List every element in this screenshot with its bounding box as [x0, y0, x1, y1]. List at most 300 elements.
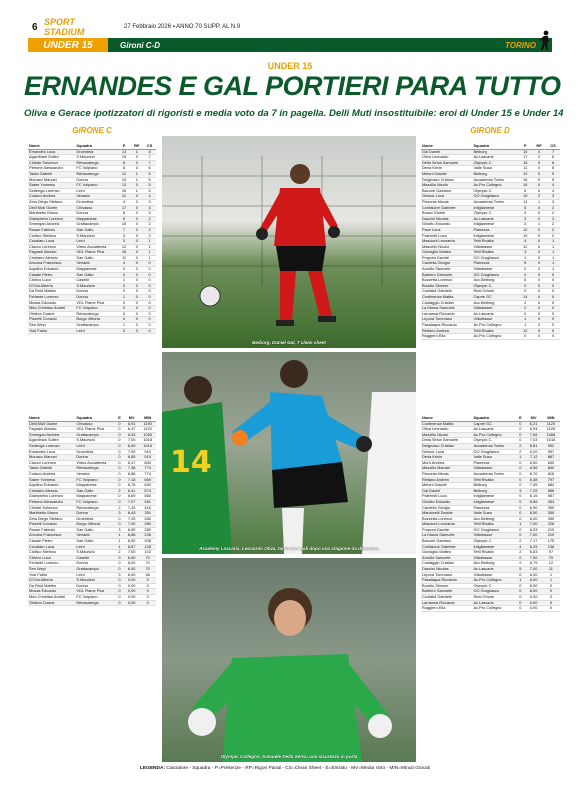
table-cell: Rebaudengo: [75, 466, 115, 472]
table-cell: 7,43: [124, 505, 139, 511]
table-cell: 0: [130, 295, 143, 301]
table-cell: 0: [532, 188, 546, 194]
table-cell: 128: [139, 544, 156, 550]
table-cell: 2: [518, 300, 532, 306]
table-cell: 0: [115, 483, 124, 489]
table-cell: 0: [532, 306, 546, 312]
table-cell: Ac.Lascaris: [472, 216, 518, 222]
table-cell: 15: [118, 155, 131, 161]
table-cell: Grattacampo: [75, 222, 117, 228]
table-cell: 0: [130, 199, 143, 205]
table-row: [28, 160, 156, 166]
table-cell: 0: [532, 283, 546, 289]
table-cell: 7,38: [124, 466, 139, 472]
table-row: [28, 227, 156, 233]
table-cell: FC Volpiano: [75, 595, 115, 601]
table-cell: 70: [139, 561, 156, 567]
table-cell: 6,43: [124, 511, 139, 517]
table-cell: 12: [118, 171, 131, 177]
table-cell: 1: [143, 239, 156, 245]
table-cell: 6,67: [124, 544, 139, 550]
table-cell: 350: [542, 516, 560, 522]
table-cell: Reitano Andrea: [421, 477, 472, 483]
table-cell: Gessor Luca: [421, 194, 472, 200]
table-cell: Contaldi Gabriele: [421, 595, 472, 601]
table-cell: 1: [143, 250, 156, 256]
table-row: [421, 311, 560, 317]
table-cell: 0: [143, 267, 156, 273]
table-cell: GO Grugliasco: [472, 272, 518, 278]
column-header: MV: [525, 416, 542, 421]
table-cell: D'Orsi Alberto: [28, 283, 75, 289]
photo-2-caption: Academy Lascaris, Leonardo Oliva, tanto tra i pali dopo una stagione da difensore: [199, 546, 379, 551]
table-cell: Zeta Diego Stefano: [28, 199, 75, 205]
column-header: E: [115, 416, 124, 421]
table-cell: Ac.Pro Collegno: [472, 323, 518, 329]
table-row: [28, 272, 156, 278]
table-cell: 0: [532, 160, 546, 166]
girone-c-title: GIRONE C: [72, 126, 112, 135]
table-cell: Olympic C.: [472, 188, 518, 194]
table-cell: 0: [130, 233, 143, 239]
table-cell: 2: [546, 227, 560, 233]
table-cell: Continenza Mattia: [421, 295, 472, 301]
table-cell: 0: [115, 583, 124, 589]
table-cell: 12: [518, 244, 532, 250]
table-cell: 1: [546, 239, 560, 245]
table-cell: Ac.Pro Collegno: [472, 578, 515, 584]
table-cell: Mappanese: [75, 494, 115, 500]
table-cell: 0: [143, 328, 156, 334]
table-cell: Derla Kevin: [421, 455, 472, 461]
table-row: [421, 323, 560, 329]
table-cell: 0: [130, 328, 143, 334]
table-cell: 0: [115, 432, 124, 438]
table-cell: Casale Pietro: [28, 272, 75, 278]
table-cell: 7,18: [124, 477, 139, 483]
table-cell: Villarbasse: [472, 317, 518, 323]
table-cell: 0: [139, 600, 156, 606]
table-row: [421, 267, 560, 273]
table-cell: 6: [143, 171, 156, 177]
table-cell: 2: [115, 505, 124, 511]
table-cell: D'Orsi Alberto: [28, 578, 75, 584]
table-cell: Virtus Accademia: [75, 244, 117, 250]
table-row: [28, 222, 156, 228]
table-cell: Agavilhani Sollen: [28, 155, 75, 161]
table-cell: VDL Flame Plus: [75, 589, 115, 595]
table-cell: 3: [118, 328, 131, 334]
table-cell: 0: [516, 600, 526, 606]
table-cell: 0: [532, 183, 546, 189]
table-cell: Tetti Rivalta: [472, 550, 515, 556]
table-cell: 0: [516, 494, 526, 500]
table-cell: 7,45: [525, 483, 542, 489]
table-cell: 10: [518, 171, 532, 177]
table-cell: 1: [532, 222, 546, 228]
table-cell: 70: [542, 555, 560, 561]
table-cell: Amolfo Samuele: [421, 555, 472, 561]
table-cell: 1120: [139, 427, 156, 433]
table-cell: 0: [130, 183, 143, 189]
page-number: 6: [32, 21, 38, 33]
table-cell: Venaria: [75, 261, 117, 267]
table-cell: Rosan Fabrizio: [28, 527, 75, 533]
table-cell: Mantovelli Davide: [421, 511, 472, 517]
table-cell: 0: [542, 600, 560, 606]
table-cell: Colacci Andrea: [28, 194, 75, 200]
table-cell: 6,81: [525, 443, 542, 449]
table-cell: Mascioni Leonardo: [421, 522, 472, 528]
table-cell: Rebaudengo: [75, 311, 117, 317]
table-cell: 3: [546, 194, 560, 200]
table-cell: 6,78: [124, 483, 139, 489]
table-cell: Bozzetta Lorenzo: [421, 278, 472, 284]
table-cell: 0: [139, 589, 156, 595]
table-cell: San Gallo: [75, 488, 115, 494]
table-cell: Civitico Stefano: [28, 233, 75, 239]
table-cell: 774: [139, 466, 156, 472]
table-cell: 0: [516, 432, 526, 438]
table-cell: 586: [542, 488, 560, 494]
table-row: [421, 211, 560, 217]
table-cell: S.Maurizio: [75, 438, 115, 444]
table-cell: Dorina: [75, 295, 117, 301]
table-cell: 6,50: [124, 567, 139, 573]
table-row: [421, 295, 560, 301]
table-cell: 0: [130, 267, 143, 273]
table-cell: FC Volpiano: [75, 499, 115, 505]
table-cell: 1: [118, 295, 131, 301]
table-cell: 138: [542, 544, 560, 550]
table-cell: 867: [542, 455, 560, 461]
table-cell: 7,00: [124, 449, 139, 455]
table-cell: Intigliamese: [472, 222, 518, 228]
table-cell: 0: [546, 328, 560, 334]
table-cell: Barbero Samuele: [421, 589, 472, 595]
table-row: [28, 233, 156, 239]
table-cell: 454: [542, 499, 560, 505]
table-cell: Delgrosso Cristian: [421, 177, 472, 183]
table-cell: 0: [130, 323, 143, 329]
table-cell: Brustio Simone: [421, 283, 472, 289]
table-cell: Della Selva Samuele: [421, 438, 472, 444]
article-kicker: UNDER 15: [267, 61, 313, 71]
table-row: [28, 155, 156, 161]
table-cell: Purpura Davide: [421, 255, 472, 261]
table-row: [28, 328, 156, 334]
table-cell: 0: [516, 460, 526, 466]
table-cell: 0: [130, 211, 143, 217]
table-cell: 5: [143, 183, 156, 189]
table-cell: 7,00: [124, 438, 139, 444]
table-cell: 7: [143, 160, 156, 166]
table-cell: 3: [518, 216, 532, 222]
table-cell: 12: [118, 194, 131, 200]
table-cell: Caprie GC: [472, 295, 518, 301]
table-cell: 2: [143, 227, 156, 233]
column-header: Nome: [421, 144, 472, 149]
table-cell: 3: [143, 205, 156, 211]
column-header: MV: [124, 416, 139, 421]
table-cell: Zeta Diego Stefano: [28, 516, 75, 522]
table-cell: 6: [546, 166, 560, 172]
table-cell: Villarbasse: [472, 306, 518, 312]
table-cell: 0,00: [525, 595, 542, 601]
table-cell: 910: [139, 455, 156, 461]
table-cell: Venaria: [75, 194, 117, 200]
table-cell: 0: [118, 283, 131, 289]
table-cell: 0: [542, 583, 560, 589]
table-cell: Rebaudengo: [75, 505, 115, 511]
table-cell: Rebaudengo: [75, 600, 115, 606]
table-cell: 1016: [139, 443, 156, 449]
table-cell: GO Grugliasco: [472, 527, 515, 533]
table-cell: 8: [143, 149, 156, 155]
table-row: [28, 244, 156, 250]
table-cell: Dorina: [75, 211, 117, 217]
table-cell: 4: [516, 544, 526, 550]
table-cell: 4: [143, 194, 156, 200]
table-cell: 0: [532, 300, 546, 306]
table-cell: 6,41: [124, 488, 139, 494]
table-cell: 5: [516, 567, 526, 573]
table-cell: GO Grugliasco: [472, 449, 515, 455]
table-cell: 6: [518, 188, 532, 194]
table-cell: Olympic C.: [472, 283, 518, 289]
table-cell: 0: [532, 289, 546, 295]
issue-date: 27 Febbraio 2026 ▪ ANNO 70 SUPP. AL N.9: [124, 24, 241, 30]
table-cell: Rosan Fabrizio: [28, 227, 75, 233]
table-cell: Civitico Stefano: [28, 550, 75, 556]
column-header: Squadra: [472, 144, 518, 149]
table-cell: 5: [518, 278, 532, 284]
table-cell: Ac.Lascaris: [472, 311, 518, 317]
table-cell: 2: [532, 155, 546, 161]
table-cell: 0: [139, 595, 156, 601]
table-cell: 0: [143, 323, 156, 329]
table-cell: 6,20: [525, 449, 542, 455]
table-cell: Accademia Torino: [472, 443, 515, 449]
table-cell: Ginotto Edoardo: [421, 222, 472, 228]
table-row: [421, 183, 560, 189]
table-cell: 0: [130, 166, 143, 172]
table-cell: 0: [130, 311, 143, 317]
table-cell: 0: [516, 555, 526, 561]
table-cell: Petrone Alessandro: [28, 166, 75, 172]
table-cell: 7,25: [525, 488, 542, 494]
table-cell: 11: [542, 567, 560, 573]
table-cell: 630: [139, 483, 156, 489]
table-cell: 1: [115, 533, 124, 539]
table-row: [28, 199, 156, 205]
table-cell: 1: [130, 177, 143, 183]
table-cell: 351: [139, 511, 156, 517]
table-cell: 5: [143, 188, 156, 194]
table-cell: 0: [532, 227, 546, 233]
table-cell: Caselle: [75, 278, 117, 284]
table-row: [421, 606, 560, 612]
table-cell: 1: [546, 261, 560, 267]
table-cell: 6,83: [525, 550, 542, 556]
table-cell: 0: [143, 272, 156, 278]
table-cell: 0,00: [525, 600, 542, 606]
table-cell: 0: [115, 595, 124, 601]
table-cell: 3: [516, 488, 526, 494]
table-cell: S.Maurizio: [75, 283, 117, 289]
table-cell: 1: [518, 255, 532, 261]
table-cell: Grattacampo: [75, 567, 115, 573]
table-row: [28, 149, 156, 155]
table-cell: 0: [115, 555, 124, 561]
table-cell: 0: [115, 600, 124, 606]
table-row: [421, 216, 560, 222]
table-cell: 0: [532, 239, 546, 245]
table-cell: 2: [518, 222, 532, 228]
table-cell: Martinetto Marco: [28, 211, 75, 217]
table-cell: 8: [118, 166, 131, 172]
table-cell: 10: [518, 233, 532, 239]
column-header: MIN: [542, 416, 560, 421]
table-cell: 0: [130, 239, 143, 245]
table-cell: 992: [542, 443, 560, 449]
table-cell: 669: [139, 477, 156, 483]
table-cell: 11: [118, 255, 131, 261]
table-cell: Cocalaru Luca: [28, 544, 75, 550]
table-cell: FC Volpiano: [75, 166, 117, 172]
table-cell: 0: [130, 227, 143, 233]
table-cell: 0,00: [124, 600, 139, 606]
table-cell: 16: [118, 188, 131, 194]
table-cell: Tetti Rivalta: [472, 250, 518, 256]
table-cell: 0: [516, 595, 526, 601]
girone-d-ratings-table: [421, 416, 560, 612]
table-cell: Druentina: [75, 199, 117, 205]
table-cell: Chivasso: [75, 205, 117, 211]
table-cell: Intigliamese: [472, 233, 518, 239]
table-cell: S.Maurizio: [75, 578, 115, 584]
table-cell: Delli Muti Gioele: [28, 421, 75, 427]
table-cell: 6,53: [124, 432, 139, 438]
table-cell: 0: [115, 567, 124, 573]
table-cell: San Gallo: [75, 255, 117, 261]
table-cell: S.Maurizio: [75, 233, 117, 239]
player-silhouette-icon: [538, 30, 552, 52]
table-cell: 0: [115, 449, 124, 455]
table-row: [28, 306, 156, 312]
table-cell: 6,25: [525, 544, 542, 550]
table-cell: Beiborg: [472, 149, 518, 155]
table-row: [421, 289, 560, 295]
table-row: [421, 239, 560, 245]
table-cell: 0: [542, 595, 560, 601]
table-cell: Dorina: [75, 583, 115, 589]
table-cell: 5: [546, 177, 560, 183]
table-cell: Mira Christian Andrei: [28, 595, 75, 601]
table-cell: 0: [130, 283, 143, 289]
table-cell: Monaco Manuel: [28, 455, 75, 461]
table-cell: 1018: [139, 438, 156, 444]
table-cell: 1: [118, 278, 131, 284]
table-cell: Gessor Luca: [421, 449, 472, 455]
table-cell: 1: [115, 539, 124, 545]
table-cell: Villarbasse: [472, 244, 518, 250]
table-cell: Aquilino Edoardo: [28, 483, 75, 489]
table-cell: 7: [546, 149, 560, 155]
table-cell: Mazzillo Manuel: [421, 466, 472, 472]
table-row: [421, 283, 560, 289]
table-cell: 0: [143, 317, 156, 323]
table-cell: 8: [118, 211, 131, 217]
table-cell: 11: [518, 166, 532, 172]
table-cell: Fagnani Alessio: [28, 250, 75, 256]
table-cell: FC Volpiano: [75, 306, 117, 312]
table-cell: 4: [118, 199, 131, 205]
table-cell: Ac.Pro Collegno: [472, 334, 518, 340]
table-cell: 910: [139, 449, 156, 455]
table-cell: Dorina: [75, 455, 115, 461]
table-cell: Meloni Davide: [421, 483, 472, 489]
table-cell: 3: [546, 199, 560, 205]
table-cell: Leinì: [75, 572, 115, 578]
table-cell: 1: [516, 522, 526, 528]
table-cell: La Marca Samuele: [421, 533, 472, 539]
table-cell: 1190: [139, 421, 156, 427]
table-cell: Della Selva Samuele: [421, 160, 472, 166]
table-cell: 4: [546, 183, 560, 189]
table-cell: Olympic C.: [472, 583, 515, 589]
table-cell: Ac.Lascaris: [472, 567, 515, 573]
table-cell: Continenza Mattia: [421, 421, 472, 427]
table-cell: 1: [130, 171, 143, 177]
table-cell: 6,50: [124, 539, 139, 545]
table-cell: 816: [542, 471, 560, 477]
table-cell: Mappanese: [75, 216, 117, 222]
table-cell: Costaggiu Cristian: [421, 300, 472, 306]
table-cell: 210: [542, 527, 560, 533]
table-cell: 280: [139, 522, 156, 528]
table-cell: Accademia Torino: [472, 177, 518, 183]
table-cell: 0: [532, 250, 546, 256]
table-row: [421, 205, 560, 211]
table-cell: 0: [532, 334, 546, 340]
table-cell: 0: [546, 300, 560, 306]
column-header: P: [118, 144, 131, 149]
table-cell: 0: [130, 194, 143, 200]
table-cell: 0: [130, 155, 143, 161]
city-label: TORINO: [505, 40, 536, 50]
table-cell: 8: [118, 160, 131, 166]
table-cell: 8: [118, 216, 131, 222]
column-header: Squadra: [75, 144, 117, 149]
table-cell: Olympic C.: [472, 211, 518, 217]
table-cell: Tetti Rivalta: [472, 328, 518, 334]
table-cell: Gal Daniel: [421, 488, 472, 494]
table-cell: Borgo Vittoria: [75, 317, 117, 323]
table-cell: Leinì: [75, 188, 117, 194]
table-cell: VDL Flame Plus: [75, 250, 117, 256]
table-cell: Aquilino Edoardo: [28, 267, 75, 273]
table-cell: Tetti Rivalta: [472, 477, 515, 483]
table-row: [28, 205, 156, 211]
table-cell: Monaco Manuel: [28, 177, 75, 183]
table-cell: Sedenga Lorenzo: [28, 443, 75, 449]
table-cell: Beiborg: [472, 483, 515, 489]
table-cell: 10: [518, 149, 532, 155]
table-cell: 2: [516, 561, 526, 567]
table-row: [28, 255, 156, 261]
table-cell: 0: [143, 289, 156, 295]
